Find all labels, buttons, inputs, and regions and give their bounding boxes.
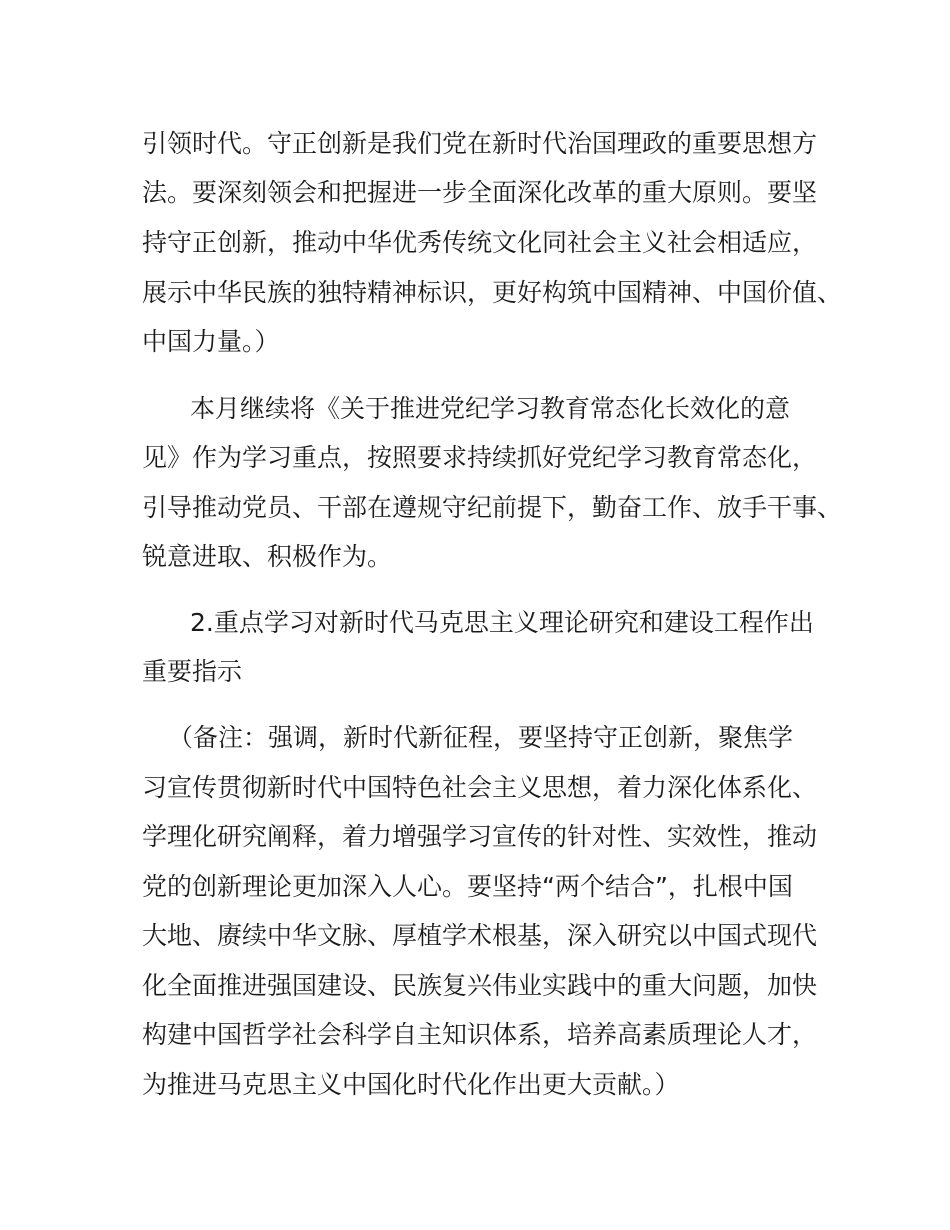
- note-line-6: 化全面推进强国建设、民族复兴伟业实践中的重大问题，加快: [142, 971, 818, 1000]
- paragraph-2-line-4: 锐意进取、积极作为。: [142, 542, 393, 571]
- note-line-4: 党的创新理论更加深入人心。要坚持“两个结合”，扎根中国: [142, 872, 793, 901]
- note-line-5: 大地、赓续中华文脉、厚植学术根基，深入研究以中国式现代: [142, 921, 818, 950]
- section-heading-line-2: 重要指示: [142, 657, 243, 686]
- paragraph-1-line-4: 展示中华民族的独特精神标识，更好构筑中国精神、中国价值、: [142, 278, 843, 307]
- paragraph-1-line-3: 持守正创新，推动中华优秀传统文化同社会主义社会相适应，: [142, 228, 818, 257]
- paragraph-2-line-3: 引导推动党员、干部在遵规守纪前提下，勤奋工作、放手干事、: [142, 493, 843, 522]
- note-line-3: 学理化研究阐释，着力增强学习宣传的针对性、实效性，推动: [142, 822, 818, 851]
- note-line-7: 构建中国哲学社会科学自主知识体系，培养高素质理论人才，: [142, 1020, 818, 1049]
- paragraph-2-line-1: 本月继续将《关于推进党纪学习教育常态化长效化的意: [190, 394, 791, 423]
- paragraph-1-line-5: 中国力量。）: [142, 327, 280, 356]
- paragraph-2-line-2: 见》作为学习重点，按照要求持续抓好党纪学习教育常态化，: [142, 443, 818, 472]
- note-line-1: （备注：强调，新时代新征程，要坚持守正创新，聚焦学: [168, 723, 794, 752]
- note-line-8: 为推进马克思主义中国化时代化作出更大贡献。）: [142, 1070, 680, 1099]
- note-line-2: 习宣传贯彻新时代中国特色社会主义思想，着力深化体系化、: [142, 773, 818, 802]
- paragraph-1-line-1: 引领时代。守正创新是我们党在新时代治国理政的重要思想方: [142, 129, 818, 158]
- paragraph-1-line-2: 法。要深刻领会和把握进一步全面深化改革的重大原则。要坚: [142, 178, 818, 207]
- section-heading-line-1: 2.重点学习对新时代马克思主义理论研究和建设工程作出: [190, 608, 814, 637]
